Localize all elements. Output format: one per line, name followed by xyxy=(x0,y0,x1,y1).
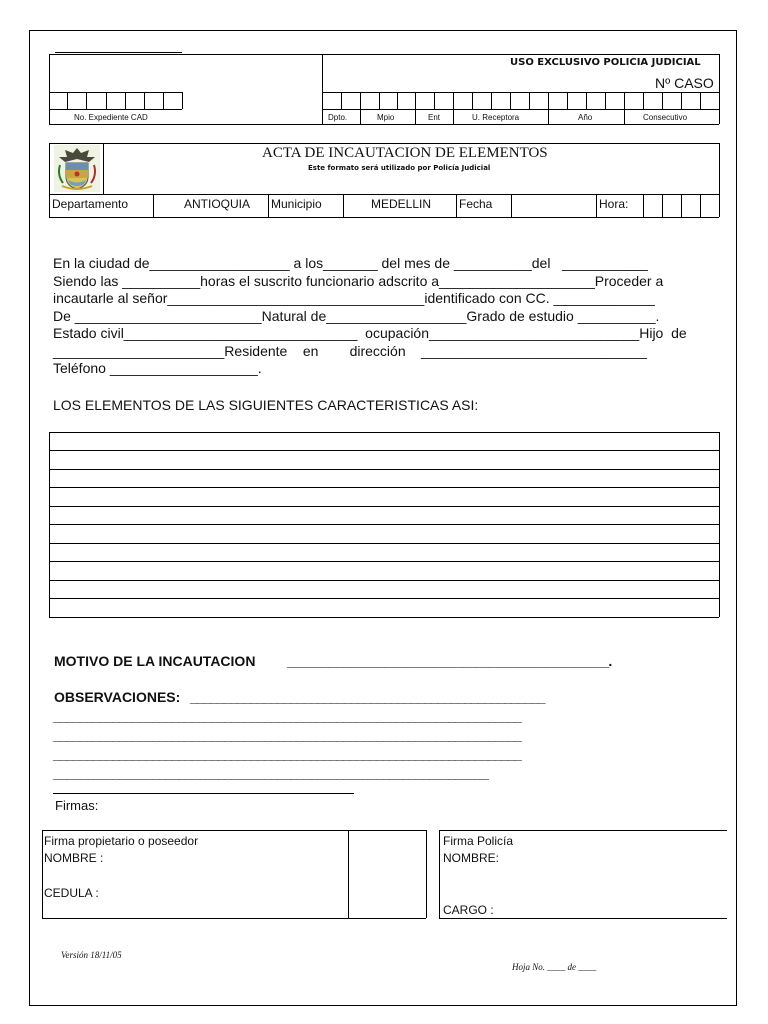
observaciones-line[interactable]: _______________________________________________________________________ xyxy=(53,727,521,743)
fingerprint-box[interactable] xyxy=(350,832,424,916)
firmas-label: Firmas: xyxy=(55,798,99,813)
observaciones-line[interactable]: _______________________________________________________________________ xyxy=(53,708,521,724)
mpio-label: Mpio xyxy=(377,113,395,122)
cargo-label: CARGO : xyxy=(443,903,494,917)
version-label: Versión 18/11/05 xyxy=(61,950,122,960)
dpto-label: Dpto. xyxy=(328,113,348,122)
motivo-line[interactable]: ______________________________________________. xyxy=(287,653,612,669)
nombre-right-label: NOMBRE: xyxy=(443,851,500,865)
observaciones-line[interactable]: _______________________________________________________________________ xyxy=(53,746,521,762)
body-line: Siendo las __________horas el suscrito funcionario adscrito a____________________Proceder a xyxy=(53,272,664,289)
no-expediente-label: No. Expediente CAD xyxy=(74,113,148,122)
u-receptora-label: U. Receptora xyxy=(472,113,520,122)
departamento-label: Departamento xyxy=(52,197,129,211)
no-caso-label: Nº CASO xyxy=(655,75,714,91)
body-line: Teléfono ___________________. xyxy=(53,360,262,376)
page-title: ACTA DE INCAUTACION DE ELEMENTOS xyxy=(262,145,548,161)
municipio-label: Municipio xyxy=(271,197,322,211)
body-line: De ________________________Natural de__________________Grado de estudio __________. xyxy=(53,307,660,324)
propietario-title: Firma propietario o poseedor xyxy=(44,834,199,848)
observaciones-line[interactable]: __________________________________________________________________ xyxy=(53,765,488,781)
observaciones-label: OBSERVACIONES: xyxy=(54,689,181,705)
elements-heading: LOS ELEMENTOS DE LAS SIGUIENTES CARACTERISTICAS ASI: xyxy=(53,397,479,413)
coat-of-arms-icon xyxy=(54,145,100,192)
fecha-label: Fecha xyxy=(459,197,493,211)
departamento-value[interactable]: ANTIOQUIA xyxy=(184,197,251,211)
body-line: ______________________Residente en dirección _____________________________ xyxy=(53,342,647,359)
motivo-label: MOTIVO DE LA INCAUTACION xyxy=(54,653,256,669)
nombre-left-label: NOMBRE : xyxy=(44,851,104,865)
body-line: Estado civil______________________________ ocupación___________________________Hijo de xyxy=(53,325,687,341)
observaciones-line[interactable]: _____________________________________________________ xyxy=(190,689,545,705)
ent-label: Ent xyxy=(428,113,441,122)
body-line: incautarle al señor_________________________________identificado con CC. _____________ xyxy=(53,290,655,306)
municipio-value[interactable]: MEDELLIN xyxy=(371,197,432,211)
anio-label: Año xyxy=(578,113,593,122)
page-subtitle: Este formato será utilizado por Policía Judicial xyxy=(308,164,491,172)
cedula-label: CEDULA : xyxy=(44,886,99,900)
hora-field[interactable] xyxy=(644,195,718,216)
consecutivo-label: Consecutivo xyxy=(643,113,688,122)
policia-title: Firma Policía xyxy=(443,834,514,848)
body-line: En la ciudad de__________________ a los_______ del mes de __________del ___________ xyxy=(53,255,648,271)
hora-label: Hora: xyxy=(599,197,629,211)
hoja-label: Hoja No. ____ de ____ xyxy=(512,962,597,972)
fecha-field[interactable] xyxy=(512,195,595,216)
uso-exclusivo-label: USO EXCLUSIVO POLICIA JUDICIAL xyxy=(510,57,701,68)
